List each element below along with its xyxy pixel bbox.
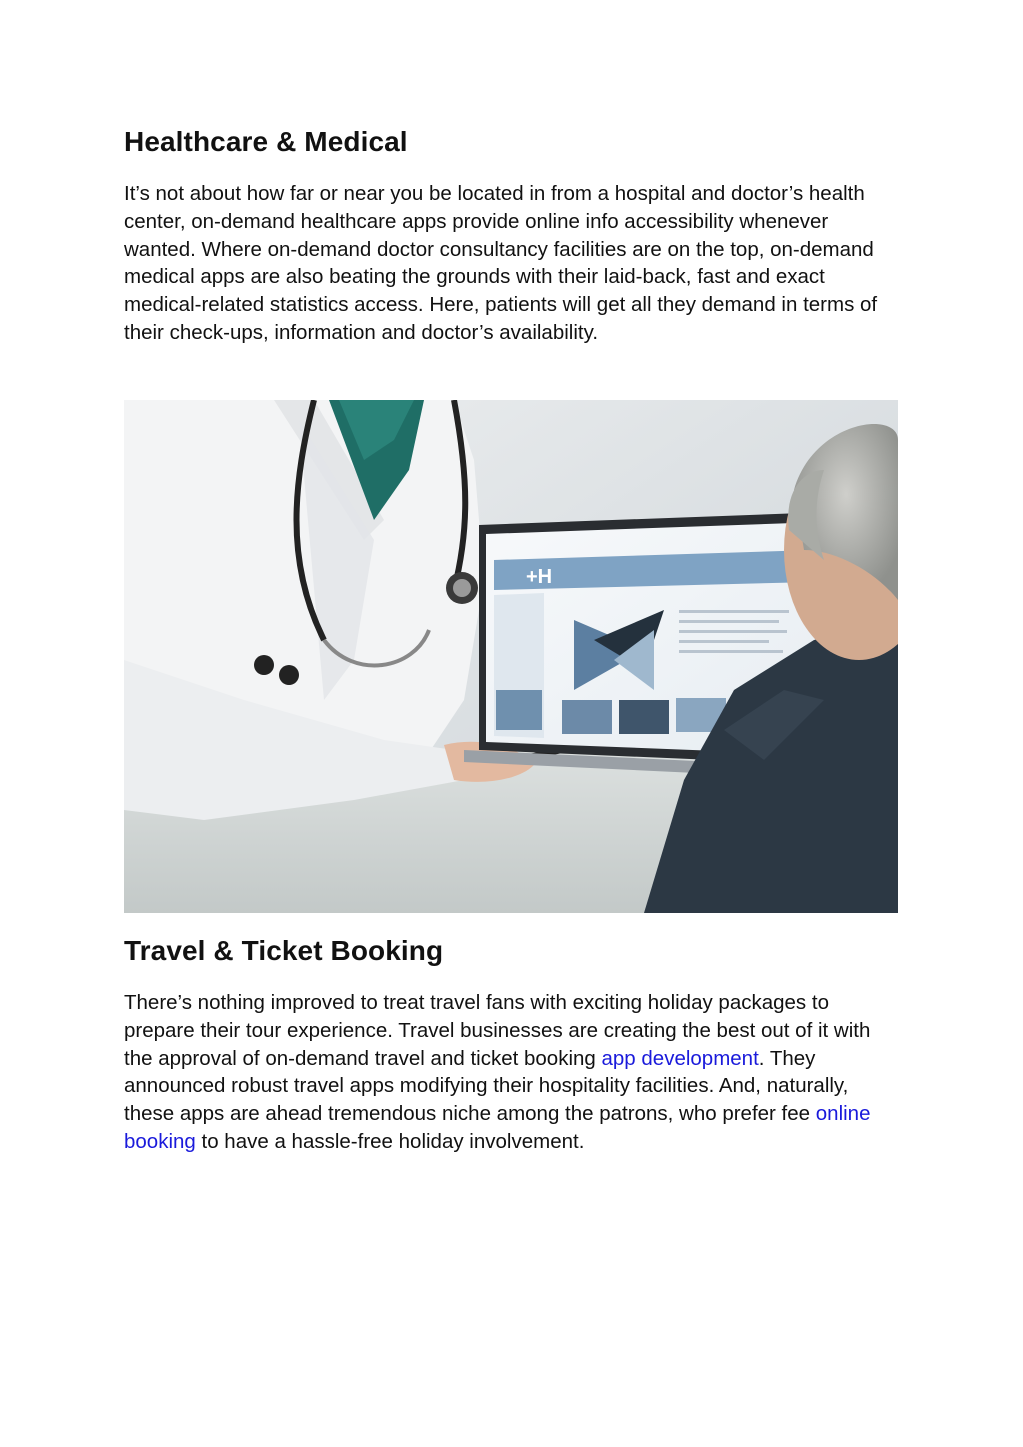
section-heading-travel: Travel & Ticket Booking xyxy=(124,935,444,966)
section-paragraph-healthcare: It’s not about how far or near you be located in from a hospital and doctor’s health center, on-demand healthcare apps provide online info accessibility whenever wanted. Where on-demand doctor consultancy facilities are on the top, on-demand medical apps are also beating the grounds with their laid-back, fast and exact medical-related statistics access. Here, patients will get all they demand in terms of their check-ups, information and doctor’s availability. xyxy=(124,182,878,344)
online-booking-link[interactable]: online booking xyxy=(124,1102,871,1153)
section-heading-healthcare: Healthcare & Medical xyxy=(124,126,408,157)
screen-logo: +H xyxy=(526,566,553,588)
paragraph-text: . They announced robust travel apps modifying their hospitality facilities. And, naturally, these apps are ahead tremendous niche among the patrons, who prefer fee xyxy=(124,1046,849,1126)
paragraph-text: There’s nothing improved to treat travel fans with exciting holiday packages to prepare their tour experience. Travel businesses are creating the best out of it with the approval of on-demand travel and ticket booking xyxy=(124,991,871,1070)
paragraph-text: to have a hassle-free holiday involvement. xyxy=(195,1129,585,1153)
section-paragraph-travel xyxy=(124,989,899,1156)
photo-illustration xyxy=(124,400,898,913)
app-development-link[interactable]: app development xyxy=(601,1046,759,1070)
doctor-patient-laptop-photo xyxy=(124,400,898,913)
